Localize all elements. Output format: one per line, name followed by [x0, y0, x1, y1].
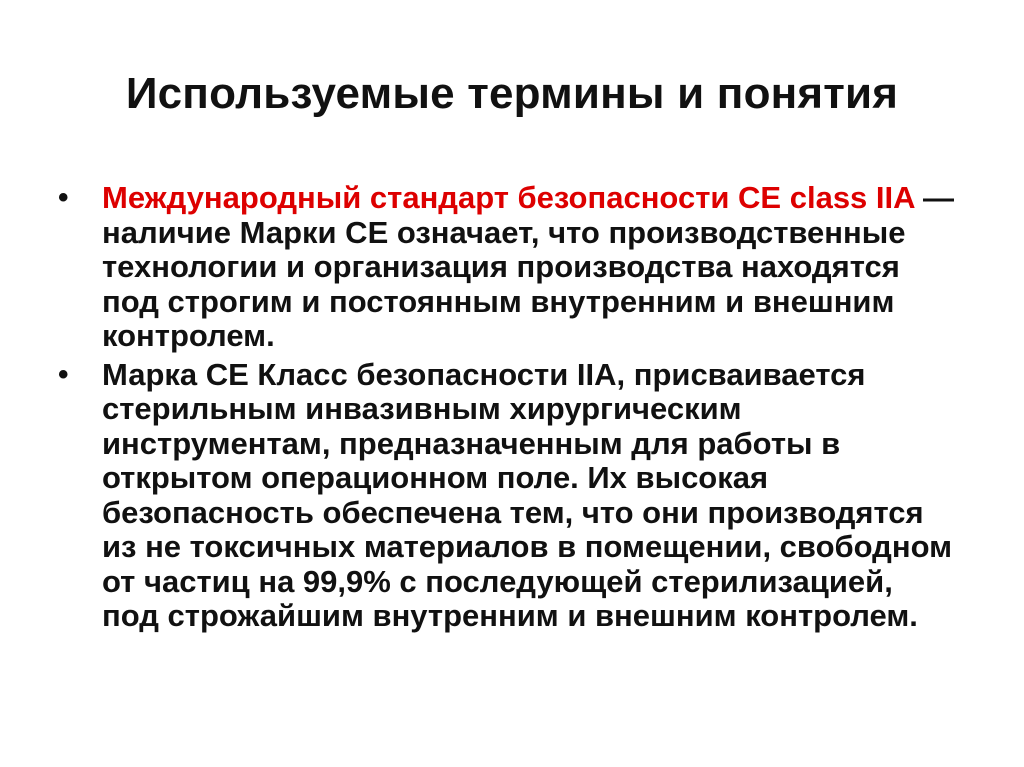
- bullet-text: Марка CE Класс безопасности IIA, присваивается стерильным инвазивным хирургическим инструментам, предназначенным для работы в открытом операционном поле. Их высокая безопасность обеспечена тем, что они производятся из не токсичных материалов в помещении, свободном от частиц на 99,9% с последующей стерилизацией, под строжайшим внутренним и внешним контролем.: [102, 356, 953, 633]
- slide-title: Используемые термины и понятия: [125, 69, 899, 118]
- bullet-icon: •: [58, 357, 69, 391]
- bullet-item-ce-class: [58, 358, 958, 634]
- highlighted-term: Международный стандарт безопасности CE class IIA: [102, 180, 915, 215]
- bullet-list: [58, 181, 958, 638]
- bullet-icon: •: [58, 181, 69, 214]
- bullet-text: — наличие Марки CE означает, что производственные технологии и организация производства находятся под строгим и постоянным внутренним и внешним контролем.: [102, 180, 954, 353]
- bullet-item-ce-standard: [58, 181, 958, 354]
